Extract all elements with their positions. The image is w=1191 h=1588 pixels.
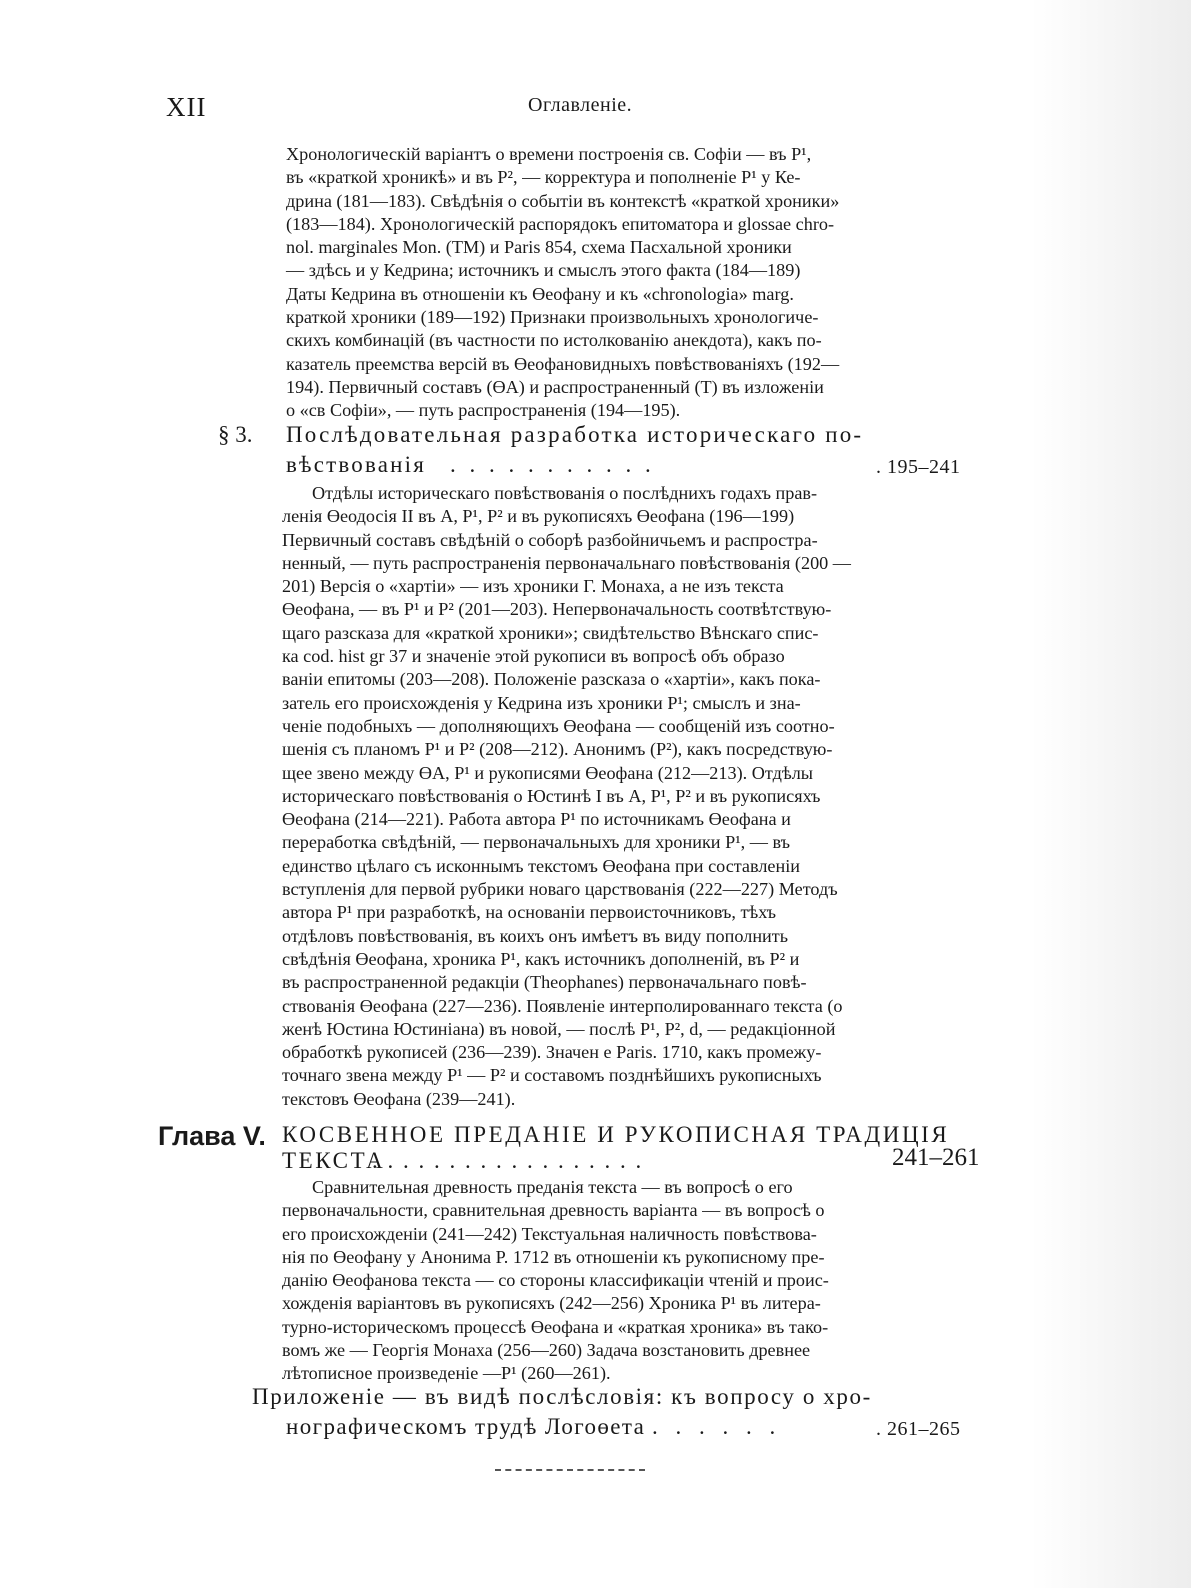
text-line: дрина (181—183). Свѣдѣнія о событіи въ контекстѣ «краткой хроники»: [286, 190, 840, 211]
text-line: въ распространенной редакціи (Theophanes) первоначальнаго повѣ-: [282, 972, 807, 993]
text-line: Өеофана, — въ P¹ и P² (201—203). Непервоначальность соотвѣтствую-: [282, 599, 832, 620]
text-line: nol. marginales Mon. (TM) и Paris 854, схема Пасхальной хроники: [286, 237, 792, 258]
text-line: ствованія Өеофана (227—236). Появленіе интерполированнаго текста (о: [282, 995, 843, 1016]
text-line: женѣ Юстина Юстиніана) въ новой, — послѣ P¹, P², d, — редакціонной: [282, 1018, 836, 1039]
text-line: шенія съ планомъ P¹ и P² (208—212). Анонимъ (P²), какъ посредствую-: [282, 739, 833, 760]
text-line: ленія Өеодосія II въ A, P¹, P² и въ рукописяхъ Өеофана (196—199): [282, 506, 795, 527]
end-rule: [495, 1469, 645, 1471]
chapter-page-range: 241–261: [892, 1144, 980, 1171]
chapter-title-line-2: ТЕКСТА: [282, 1148, 386, 1173]
text-line: Даты Кедрина въ отношеніи къ Өеофану и къ «chronologia» marg.: [286, 283, 794, 304]
text-line: щаго разсказа для «краткой хроники»; свидѣтельство Вѣнскаго спис-: [282, 622, 819, 643]
section-title-line-2: вѣствованія: [286, 452, 427, 477]
text-line: щее звено между ӨA, P¹ и рукописями Өеофана (212—213). Отдѣлы: [282, 762, 813, 783]
text-line: — здѣсь и у Кедрина; источникъ и смыслъ этого факта (184—189): [286, 260, 801, 281]
text-line: отдѣловъ повѣствованія, въ коихъ онъ имѣетъ въ виду пополнить: [282, 925, 789, 946]
text-line: Хронологическій варіантъ о времени построенія св. Софіи — въ P¹,: [286, 144, 812, 164]
text-line: его происхожденіи (241—242) Текстуальная наличность повѣствова-: [282, 1223, 817, 1244]
paragraph-block-3: [282, 1176, 892, 1386]
text-line: Отдѣлы историческаго повѣствованія о послѣднихъ годахъ прав-: [312, 483, 818, 503]
appendix-title-line-1: Приложеніе — въ видѣ послѣсловія: къ вопросу о хро-: [252, 1384, 872, 1409]
text-line: вомъ же — Георгія Монаха (256—260) Задача возстановить древнее: [282, 1340, 811, 1361]
text-line: (183—184). Хронологическій распорядокъ епитоматора и glossae chro-: [286, 213, 835, 234]
text-line: ка cod. hist gr 37 и значеніе этой рукописи въ вопросѣ объ образо: [282, 646, 785, 667]
text-line: Сравнительная древность преданія текста — въ вопросѣ о его: [312, 1177, 793, 1197]
chapter-title-line-1: КОСВЕННОЕ ПРЕДАНІЕ И РУКОПИСНАЯ ТРАДИЦІЯ: [282, 1122, 950, 1147]
text-line: единство цѣлаго съ исконнымъ текстомъ Өеофана при составленіи: [282, 855, 801, 876]
text-line: первоначальности, сравнительная древность варіанта — въ вопросѣ о: [282, 1200, 825, 1221]
text-line: 201) Версія о «хартіи» — изъ хроники Г. Монаха, а не изъ текста: [282, 576, 784, 597]
paragraph-block-1: [286, 143, 892, 423]
text-line: нія по Өеофану у Анонима P. 1712 въ отношеніи къ рукописному пре-: [282, 1246, 825, 1267]
text-line: въ «краткой хроникѣ» и въ P², — корректура и пополненіе P¹ у Ке-: [286, 167, 801, 188]
text-line: ненный, — путь распространенія первоначальнаго повѣствованія (200 —: [282, 552, 851, 573]
text-line: о «св Софіи», — путь распространенія (194—195).: [286, 400, 681, 421]
text-line: скихъ комбинацій (въ частности по истолкованію анекдота), какъ по-: [286, 330, 822, 351]
text-line: казатель преемства версій въ Өеофановидныхъ повѣствованіяхъ (192—: [286, 353, 840, 374]
section-title-line-1: Послѣдовательная разработка историческаго по-: [286, 422, 864, 447]
text-line: 194). Первичный составъ (ӨА) и распространенный (T) въ изложеніи: [286, 376, 824, 397]
text-line: ченіе подобныхъ — дополняющихъ Өеофана — сообщеній изъ соотно-: [282, 715, 835, 736]
text-line: хожденія варіантовъ въ рукописяхъ (242—256) Хроника P¹ въ литера-: [282, 1293, 821, 1314]
text-line: Первичный составъ свѣдѣній о соборѣ разбойничьемъ и распростра-: [282, 529, 818, 550]
text-line: свѣдѣнія Өеофана, хроника P¹, какъ источникъ дополненій, въ P² и: [282, 948, 800, 969]
appendix-page-range: . 261–265: [876, 1418, 961, 1440]
text-line: данію Өеофанова текста — со стороны классификаціи чтеній и проис-: [282, 1270, 829, 1291]
text-line: переработка свѣдѣній, — первоначальныхъ для хроники P¹, — въ: [282, 832, 791, 853]
chapter-label: Глава V.: [158, 1121, 266, 1151]
text-line: историческаго повѣствованія о Юстинѣ I въ A, P¹, P² и въ рукописяхъ: [282, 785, 821, 806]
appendix-title-line-2: нографическомъ трудѣ Логоөета: [286, 1414, 646, 1439]
text-line: лѣтописное произведеніе —P¹ (260—261).: [282, 1363, 611, 1384]
page-gutter-shadow: [1031, 0, 1191, 1588]
section-number: § 3.: [218, 422, 253, 447]
text-line: текстовъ Өеофана (239—241).: [282, 1088, 516, 1109]
section-leader-dots: . . . . . . . . . . .: [450, 452, 655, 477]
text-line: вступленія для первой рубрики новаго царствованія (222—227) Методъ: [282, 879, 838, 900]
running-title: Оглавленіе.: [528, 94, 633, 116]
text-line: обработкѣ рукописей (236—239). Значен е Paris. 1710, какъ промежу-: [282, 1042, 822, 1063]
text-line: турно-историческомъ процессѣ Өеофана и «краткая хроника» въ тако-: [282, 1316, 829, 1337]
text-line: автора P¹ при разработкѣ, на основаніи первоисточниковъ, тѣхъ: [282, 902, 777, 923]
text-line: Өеофана (214—221). Работа автора P¹ по источникамъ Өеофана и: [282, 809, 791, 830]
text-line: ваніи епитомы (203—208). Положеніе разсказа о «хартіи», какъ пока-: [282, 669, 821, 690]
appendix-leader-dots: . . . . . .: [652, 1414, 782, 1439]
section-page-range: . 195–241: [876, 456, 961, 478]
paragraph-block-2: [282, 482, 892, 1111]
text-line: затель его происхожденія у Кедрина изъ хроники P¹; смыслъ и зна-: [282, 692, 801, 713]
text-line: краткой хроники (189—192) Признаки произвольныхъ хронологиче-: [286, 307, 819, 328]
page-number: XII: [166, 92, 207, 122]
text-line: точнаго звена между P¹ — P² и составомъ позднѣйшихъ рукописныхъ: [282, 1065, 822, 1086]
chapter-leader-dots: . . . . . . . . . . . . . . . . . .: [372, 1148, 644, 1173]
